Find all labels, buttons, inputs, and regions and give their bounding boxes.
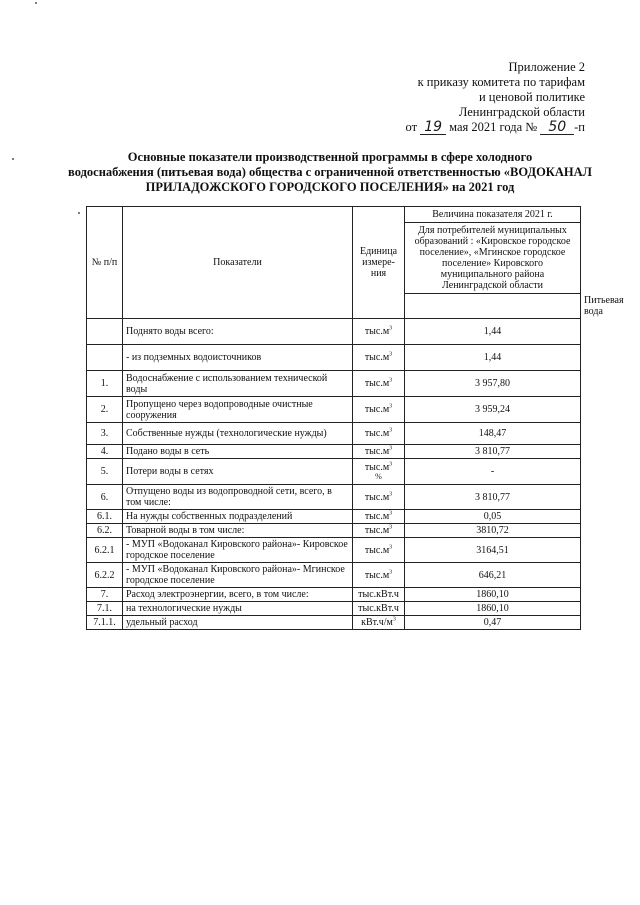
unit-text: тыс.м <box>364 428 390 439</box>
row-num: 6.2.2 <box>87 563 123 588</box>
unit-text: тыс.м <box>364 462 390 473</box>
row-value: 148,47 <box>405 423 581 445</box>
header-value-top: Величина показателя 2021 г. <box>405 209 580 223</box>
row-unit <box>353 345 405 371</box>
unit-superscript: 3 <box>389 544 393 551</box>
appendix-line: Ленинградской области <box>458 105 585 119</box>
appendix-block <box>380 60 585 135</box>
unit-text: тыс.м <box>364 378 390 389</box>
table-row <box>87 588 581 602</box>
row-indicator: На нужды собственных подразделений <box>123 510 353 524</box>
unit-superscript: 3 <box>389 325 393 332</box>
table-row <box>87 485 581 510</box>
unit-superscript: 3 <box>389 377 393 384</box>
unit-superscript: 3 <box>389 427 393 434</box>
row-value: 3 810,77 <box>405 485 581 510</box>
unit-text: тыс.м <box>364 491 390 503</box>
table-row <box>87 445 581 459</box>
row-num: 7. <box>87 588 123 602</box>
unit-superscript: 3 <box>389 569 393 576</box>
row-value: 3810,72 <box>405 524 581 538</box>
scan-speck <box>12 158 14 160</box>
section-row: Питьевая вода <box>87 294 581 319</box>
header-unit: Единица измере-ния <box>353 207 405 319</box>
unit-superscript: 3 <box>392 616 396 623</box>
unit-superscript: 3 <box>389 445 393 452</box>
unit-text: тыс.м <box>364 569 390 581</box>
appendix-line: к приказу комитета по тарифам <box>417 75 585 89</box>
scan-speck <box>78 212 80 214</box>
indicators-table <box>86 206 624 630</box>
unit-percent: % <box>375 472 382 481</box>
month-year: мая 2021 года № <box>449 120 538 134</box>
title-line: Основные показатели производственной программы в сфере холодного <box>127 150 533 164</box>
header-value <box>405 207 581 294</box>
row-num: 2. <box>87 397 123 423</box>
row-value: - <box>405 459 581 485</box>
number-suffix: -п <box>574 120 585 134</box>
title-line: ПРИЛАДОЖСКОГО ГОРОДСКОГО ПОСЕЛЕНИЯ» на 2021 год <box>145 180 515 194</box>
row-indicator: Потери воды в сетях <box>123 459 353 485</box>
row-unit <box>353 588 405 602</box>
row-unit <box>353 423 405 445</box>
unit-text: тыс.м <box>364 326 390 337</box>
table-row <box>87 616 581 630</box>
handwritten-day: 19 <box>420 121 446 135</box>
table-row <box>87 319 581 345</box>
header-indicator: Показатели <box>123 207 353 319</box>
row-num: 4. <box>87 445 123 459</box>
row-indicator: - из подземных водоисточников <box>123 345 353 371</box>
date-prefix: от <box>405 120 418 134</box>
table-row <box>87 423 581 445</box>
title-line: водоснабжения (питьевая вода) общества с ограниченной ответственностью «ВОДОКАНАЛ <box>68 165 592 179</box>
row-value: 1860,10 <box>405 602 581 616</box>
table-header-row <box>87 207 581 294</box>
unit-superscript: 3 <box>389 510 393 517</box>
table-row <box>87 510 581 524</box>
unit-text: тыс.м <box>364 511 390 522</box>
row-unit <box>353 524 405 538</box>
unit-text: тыс.м <box>364 544 390 556</box>
row-num <box>87 345 123 371</box>
row-value: 3 959,24 <box>405 397 581 423</box>
appendix-line: и ценовой политике <box>478 90 585 104</box>
appendix-line: Приложение 2 <box>508 60 585 74</box>
appendix-date-line <box>380 120 585 135</box>
handwritten-number: 50 <box>540 121 574 135</box>
unit-text: тыс.кВт.ч <box>358 603 399 614</box>
document-title <box>70 150 590 195</box>
row-value: 3 957,80 <box>405 371 581 397</box>
row-unit <box>353 319 405 345</box>
unit-superscript: 3 <box>389 524 393 531</box>
unit-superscript: 3 <box>389 403 393 410</box>
row-num: 7.1.1. <box>87 616 123 630</box>
table-body <box>87 319 581 630</box>
row-num: 6.2.1 <box>87 538 123 563</box>
unit-superscript: 3 <box>389 491 393 498</box>
table-row <box>87 563 581 588</box>
row-unit <box>353 602 405 616</box>
row-unit <box>353 445 405 459</box>
row-value: 1,44 <box>405 319 581 345</box>
row-value: 3164,51 <box>405 538 581 563</box>
row-indicator: удельный расход <box>123 616 353 630</box>
row-indicator: - МУП «Водоканал Кировского района»- Кировское городское поселение <box>123 538 353 563</box>
row-indicator: на технологические нужды <box>123 602 353 616</box>
unit-text: кВт.ч/м <box>361 617 393 628</box>
row-num: 7.1. <box>87 602 123 616</box>
row-indicator: Товарной воды в том числе: <box>123 524 353 538</box>
row-unit <box>353 616 405 630</box>
row-unit <box>353 563 405 588</box>
table-row <box>87 602 581 616</box>
row-value: 3 810,77 <box>405 445 581 459</box>
row-num: 5. <box>87 459 123 485</box>
row-value: 1860,10 <box>405 588 581 602</box>
row-value: 0,47 <box>405 616 581 630</box>
row-indicator: - МУП «Водоканал Кировского района»- Мгинское городское поселение <box>123 563 353 588</box>
row-num <box>87 319 123 345</box>
unit-superscript: 3 <box>389 351 393 358</box>
table-row <box>87 371 581 397</box>
table-row <box>87 524 581 538</box>
header-num: № п/п <box>87 207 123 319</box>
row-unit <box>353 459 405 485</box>
table-row <box>87 397 581 423</box>
scan-speck <box>35 2 37 4</box>
row-num: 6. <box>87 485 123 510</box>
row-unit <box>353 397 405 423</box>
unit-text: тыс.м <box>364 525 390 536</box>
unit-superscript: 3 <box>389 461 393 468</box>
table-row <box>87 459 581 485</box>
table-row <box>87 345 581 371</box>
unit-text: тыс.м <box>364 446 390 457</box>
row-num: 3. <box>87 423 123 445</box>
row-indicator: Подано воды в сеть <box>123 445 353 459</box>
row-indicator: Расход электроэнергии, всего, в том числе: <box>123 588 353 602</box>
unit-text: тыс.м <box>364 404 390 415</box>
row-indicator: Отпущено воды из водопроводной сети, всего, в том числе: <box>123 485 353 510</box>
row-unit <box>353 538 405 563</box>
unit-text: тыс.кВт.ч <box>358 589 399 600</box>
row-num: 6.2. <box>87 524 123 538</box>
row-value: 646,21 <box>405 563 581 588</box>
row-unit <box>353 510 405 524</box>
table-row <box>87 538 581 563</box>
row-indicator: Пропущено через водопроводные очистные сооружения <box>123 397 353 423</box>
header-value-sub: Для потребителей муниципальных образований : «Кировское городское поселение», «Мгинское городское поселение» Кировского муниципального района Ленинградской области <box>414 225 571 291</box>
row-indicator: Собственные нужды (технологические нужды) <box>123 423 353 445</box>
row-num: 6.1. <box>87 510 123 524</box>
row-value: 0,05 <box>405 510 581 524</box>
row-unit <box>353 371 405 397</box>
row-value: 1,44 <box>405 345 581 371</box>
row-indicator: Водоснабжение с использованием технической воды <box>123 371 353 397</box>
unit-text: тыс.м <box>364 352 390 363</box>
section-empty <box>405 294 581 319</box>
row-unit <box>353 485 405 510</box>
row-num: 1. <box>87 371 123 397</box>
row-indicator: Поднято воды всего: <box>123 319 353 345</box>
